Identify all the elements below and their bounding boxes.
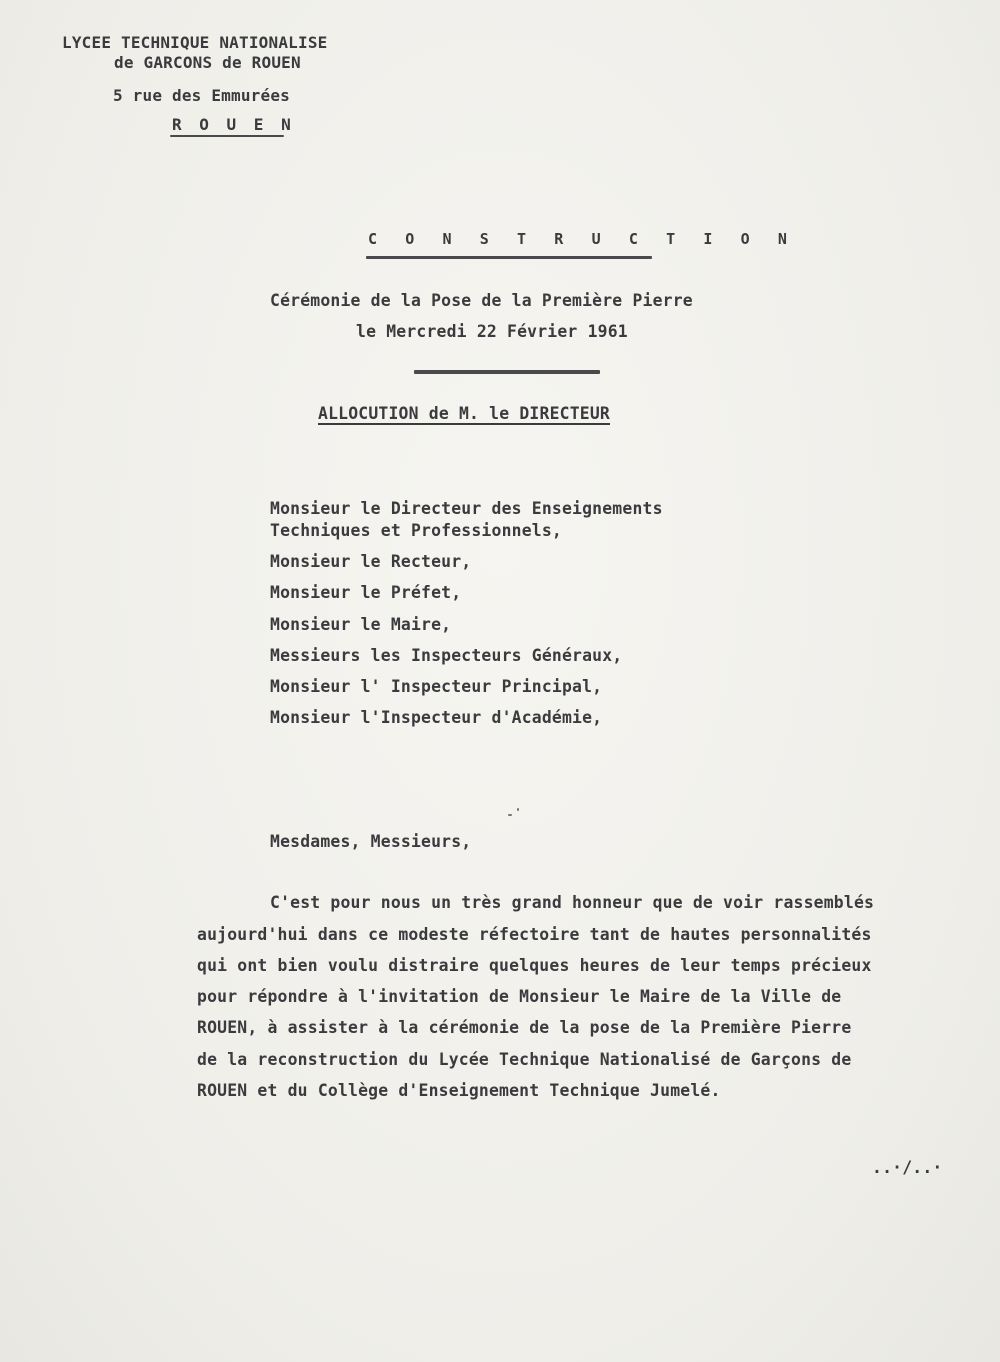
paper-speck (517, 808, 519, 811)
salutation-line: Monsieur l'Inspecteur d'Académie, (270, 708, 603, 727)
city-underline (170, 135, 284, 137)
document-heading: C O N S T R U C T I O N (368, 230, 797, 248)
paper-speck (508, 814, 512, 816)
body-line: qui ont bien voulu distraire quelques heures de leur temps précieux (197, 956, 872, 975)
salutation-line: Monsieur le Préfet, (270, 583, 462, 602)
salutation-line: Monsieur le Recteur, (270, 552, 472, 571)
heading-underline (366, 256, 652, 259)
body-line: de la reconstruction du Lycée Technique Nationalisé de Garçons de (197, 1050, 852, 1069)
school-name-line1: LYCEE TECHNIQUE NATIONALISE (62, 33, 328, 52)
school-name-line2: de GARCONS de ROUEN (114, 53, 301, 72)
school-address: 5 rue des Emmurées (113, 86, 290, 105)
school-city: R O U E N (172, 115, 295, 134)
salutation-line: Messieurs les Inspecteurs Généraux, (270, 646, 623, 665)
continuation-marker: ..·/..· (872, 1158, 943, 1177)
body-line: aujourd'hui dans ce modeste réfectoire tant de hautes personnalités (197, 925, 872, 944)
body-line: C'est pour nous un très grand honneur que de voir rassemblés (270, 893, 875, 912)
ceremony-date: le Mercredi 22 Février 1961 (356, 322, 628, 341)
body-line: ROUEN, à assister à la cérémonie de la pose de la Première Pierre (197, 1018, 852, 1037)
salutation-line: Monsieur le Maire, (270, 615, 452, 634)
salutation-line: Monsieur l' Inspecteur Principal, (270, 677, 603, 696)
speech-title: ALLOCUTION de M. le DIRECTEUR (318, 404, 610, 423)
salutation-line: Techniques et Professionnels, (270, 521, 562, 540)
greeting: Mesdames, Messieurs, (270, 832, 472, 851)
body-line: ROUEN et du Collège d'Enseignement Technique Jumelé. (197, 1081, 721, 1100)
ceremony-title: Cérémonie de la Pose de la Première Pierre (270, 291, 693, 310)
salutation-line: Monsieur le Directeur des Enseignements (270, 499, 663, 518)
body-line: pour répondre à l'invitation de Monsieur le Maire de la Ville de (197, 987, 842, 1006)
separator-rule (414, 370, 600, 374)
